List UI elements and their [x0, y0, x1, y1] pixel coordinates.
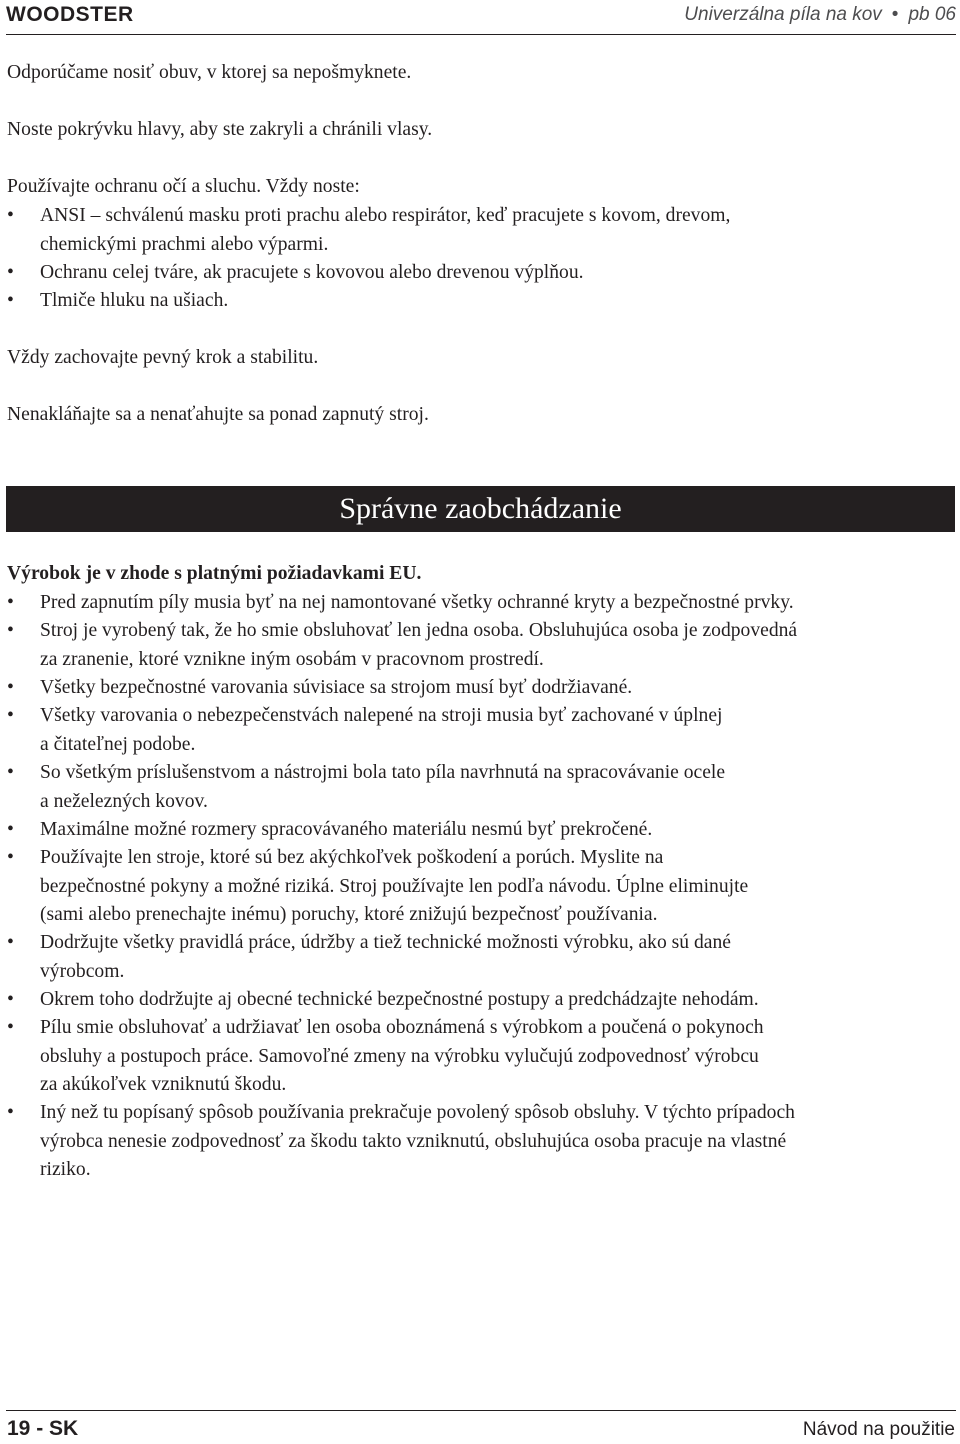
- footer-page-number: 19 - SK: [7, 1417, 79, 1440]
- bullet-text: Všetky bezpečnostné varovania súvisiace sa strojom musí byť dodržiavané.: [40, 677, 633, 698]
- bullet-text: Ochranu celej tváre, ak pracujete s kovovou alebo drevenou výplňou.: [40, 262, 584, 283]
- intro-paragraph-stability: Vždy zachovajte pevný krok a stabilitu.: [7, 347, 319, 368]
- bullet-mark: •: [7, 989, 14, 1010]
- footer-doc-name: Návod na použitie: [802, 1419, 955, 1440]
- bullet-text: So všetkým príslušenstvom a nástrojmi bola tato píla navrhnutá na spracovávanie ocele a neželezných kovov.: [40, 762, 726, 812]
- bullet-mark: •: [7, 1102, 14, 1123]
- bullet-mark: •: [7, 205, 14, 226]
- bullet-text: Tlmiče hluku na ušiach.: [40, 290, 229, 311]
- bullet-text: Používajte len stroje, ktoré sú bez akýchkoľvek poškodení a porúch. Myslite na bezpečnostné pokyny a možné riziká. Stroj používajte len podľa návodu. Úplne eliminujte (sami alebo prenechajte inému) poruchy, ktoré znižujú bezpečnosť používania.: [40, 847, 749, 925]
- bullet-text: Iný než tu popísaný spôsob používania prekračuje povolený spôsob obsluhy. V týchto prípadoch výrobca nenesie zodpovednosť za škodu takto vzniknutú, obsluhujúca osoba pracuje na vlastné riziko.: [40, 1102, 795, 1180]
- bullet-mark: •: [7, 847, 14, 868]
- bullet-text: Maximálne možné rozmery spracovávaného materiálu nesmú byť prekročené.: [40, 819, 653, 840]
- bullet-mark: •: [7, 262, 14, 283]
- page-header: [6, 0, 956, 35]
- bullet-mark: •: [7, 762, 14, 783]
- bullet-text: Všetky varovania o nebezpečenstvách nalepené na stroji musia byť zachované v úplnej a čitateľnej podobe.: [40, 705, 723, 755]
- bullet-mark: •: [7, 677, 14, 698]
- footer-divider: [6, 1410, 956, 1411]
- header-page-ref: pb 06: [908, 4, 956, 25]
- header-separator: •: [891, 4, 899, 25]
- section-title-band: [6, 486, 955, 532]
- bullet-mark: •: [7, 592, 14, 613]
- bullet-text: Okrem toho dodržujte aj obecné technické bezpečnostné postupy a predchádzajte nehodám.: [40, 989, 759, 1010]
- brand-logo-text: WOODSTER: [6, 3, 134, 26]
- header-doc-title: Univerzálna píla na kov: [684, 4, 882, 25]
- bullet-mark: •: [7, 705, 14, 726]
- bullet-text: ANSI – schválenú masku proti prachu alebo respirátor, keď pracujete s kovom, drevom, chemickými prachmi alebo výparmi.: [40, 205, 731, 255]
- bullet-mark: •: [7, 932, 14, 953]
- intro-paragraph-headwear: Noste pokrývku hlavy, aby ste zakryli a chránili vlasy.: [7, 119, 433, 140]
- bullet-text: Stroj je vyrobený tak, že ho smie obsluhovať len jedna osoba. Obsluhujúca osoba je zodpovedná za zranenie, ktoré vznikne iným osobám v pracovnom prostredí.: [40, 620, 798, 670]
- intro-paragraph-eye-ear: Používajte ochranu očí a sluchu. Vždy noste:: [7, 176, 360, 197]
- bullet-mark: •: [7, 1017, 14, 1038]
- section-title: Správne zaobchádzanie: [339, 492, 622, 525]
- bullet-text: Pílu smie obsluhovať a udržiavať len osoba oboznámená s výrobkom a poučená o pokynoch obsluhy a postupoch práce. Samovoľné zmeny na výrobku vylučujú zodpovednosť výrobcu za akúkoľvek vzniknutú škodu.: [40, 1017, 764, 1095]
- bullet-mark: •: [7, 620, 14, 641]
- intro-paragraph-footwear: Odporúčame nosiť obuv, v ktorej sa nepošmyknete.: [7, 62, 412, 83]
- section-lead: Výrobok je v zhode s platnými požiadavkami EU.: [7, 563, 422, 584]
- bullet-mark: •: [7, 290, 14, 311]
- header-doc-info: [684, 4, 956, 26]
- bullet-mark: •: [7, 819, 14, 840]
- bullet-text: Pred zapnutím píly musia byť na nej namontované všetky ochranné kryty a bezpečnostné prvky.: [40, 592, 794, 613]
- bullet-text: Dodržujte všetky pravidlá práce, údržby a tiež technické možnosti výrobku, ako sú dané výrobcom.: [40, 932, 731, 982]
- intro-paragraph-leaning: Nenakláňajte sa a nenaťahujte sa ponad zapnutý stroj.: [7, 404, 429, 425]
